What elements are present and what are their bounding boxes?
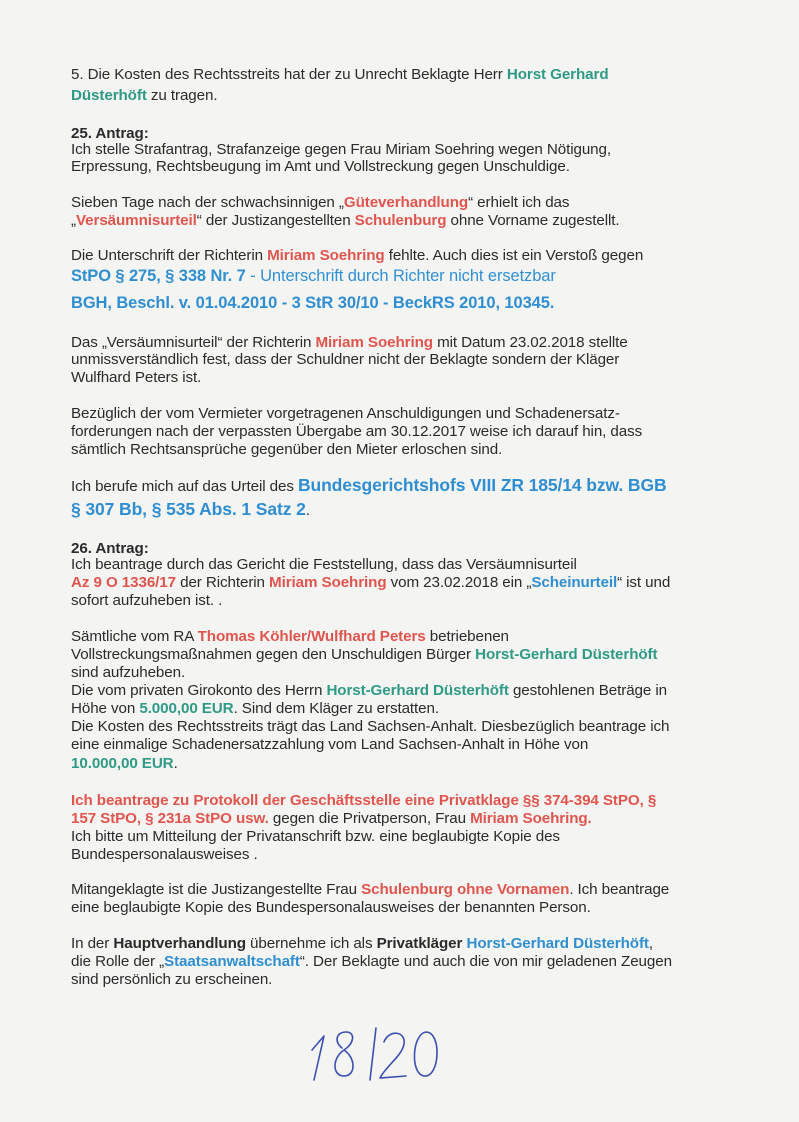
text-span: In der <box>71 935 114 952</box>
highlight-blue: Bundesgerichtshofs VIII ZR 185/14 bzw. BGB <box>297 475 667 495</box>
highlight-red: Miriam Soehring <box>267 247 385 264</box>
text-span: “ ist und <box>617 574 671 591</box>
text-line <box>71 700 439 718</box>
citation-line: BGH, Beschl. v. 01.04.2010 - 3 StR 30/10 - BeckRS 2010, 10345. <box>71 294 555 312</box>
text-span: gestohlenen Beträge in <box>508 682 667 699</box>
text-span: Mitangeklagte ist die Justizangestellte Frau <box>71 881 362 898</box>
highlight-blue: Staatsanwaltschaft <box>164 953 300 970</box>
handwritten-page-number <box>300 1018 460 1088</box>
text-span: mit Datum 23.02.2018 stellte <box>432 334 628 351</box>
text-span: Sämtliche vom RA <box>71 628 198 645</box>
text-line <box>71 194 569 212</box>
text-line: Ich beantrage durch das Gericht die Feststellung, dass das Versäumnisurteil <box>71 556 577 573</box>
text-span: Ich berufe mich auf das Urteil des <box>71 477 298 495</box>
highlight-red: Versäumnisurteil <box>75 212 197 229</box>
text-span: übernehme ich als <box>245 935 377 952</box>
text-line <box>71 646 657 664</box>
text-line <box>71 334 628 352</box>
text-line <box>71 247 643 265</box>
text-span: . Ich beantrage <box>569 881 670 898</box>
highlight-green: 5.000,00 EUR <box>139 700 234 717</box>
text-span: vom 23.02.2018 ein „ <box>386 574 532 591</box>
text-line: Ich bitte um Mitteilung der Privatanschrift bzw. eine beglaubigte Kopie des <box>71 828 560 845</box>
highlight-green: Horst-Gerhard Düsterhöft <box>475 646 658 663</box>
highlight-blue: Scheinurteil <box>531 574 618 591</box>
text-span: “ der Justizangestellten <box>196 212 355 229</box>
text-line <box>71 500 310 520</box>
text-line: sind aufzuheben. <box>71 664 186 681</box>
text-span: Die Unterschrift der Richterin <box>71 247 268 264</box>
text-span: “. Der Beklagte und auch die von mir geladenen Zeugen <box>299 953 672 970</box>
text-line: forderungen nach der verpassten Übergabe am 30.12.2017 weise ich darauf hin, dass <box>71 423 643 440</box>
highlight-blue: StPO § 275, § 338 Nr. 7 <box>71 267 246 285</box>
highlight-green: Horst-Gerhard Düsterhöft <box>326 682 509 699</box>
text-span: , <box>648 935 653 952</box>
text-span: zu tragen. <box>146 87 218 104</box>
highlight-green: 10.000,00 EUR <box>71 755 174 772</box>
text-span: der Richterin <box>175 574 270 591</box>
highlight-red: Az 9 O 1336/17 <box>71 574 176 591</box>
highlight-red: Güteverhandlung <box>343 194 469 211</box>
highlight-red: Miriam Soehring <box>315 334 433 351</box>
bold-span: Privatkläger <box>376 935 463 952</box>
text-line <box>71 682 667 700</box>
text-line <box>71 87 217 105</box>
text-span: Das „Versäumnisurteil“ der Richterin <box>71 334 316 351</box>
highlight-red: Miriam Soehring. <box>470 810 592 827</box>
text-line <box>71 267 556 285</box>
text-line <box>71 755 178 773</box>
text-line: sofort aufzuheben ist. . <box>71 592 223 609</box>
bold-span: Hauptverhandlung <box>113 935 246 952</box>
text-span: Höhe von <box>71 700 140 717</box>
text-line: Die Kosten des Rechtsstreits trägt das Land Sachsen-Anhalt. Diesbezüglich beantrage ich <box>71 718 670 735</box>
text-line <box>71 881 669 899</box>
text-line: unmissverständlich fest, dass der Schuldner nicht der Beklagte sondern der Kläger <box>71 351 620 368</box>
highlight-red: Thomas Köhler/Wulfhard Peters <box>197 628 426 645</box>
text-line <box>71 66 609 84</box>
text-span: die Rolle der „ <box>71 953 165 970</box>
text-span: . Sind dem Kläger zu erstatten. <box>233 700 439 717</box>
text-line <box>71 953 672 971</box>
text-span: Die vom privaten Girokonto des Herrn <box>71 682 327 699</box>
highlight-red: Miriam Soehring <box>269 574 387 591</box>
text-line <box>71 810 592 828</box>
highlight-red: 157 StPO, § 231a StPO usw. <box>71 810 269 827</box>
text-line-red: Ich beantrage zu Protokoll der Geschäftsstelle eine Privatklage §§ 374-394 StPO, § <box>71 792 657 809</box>
highlight-name: Düsterhöft <box>71 87 147 104</box>
text-line: eine beglaubigte Kopie des Bundespersonalausweises der benannten Person. <box>71 899 591 916</box>
text-span: „ <box>71 212 76 229</box>
text-span: 5. Die Kosten des Rechtsstreits hat der zu Unrecht Beklagte Herr <box>71 66 507 83</box>
text-span: . <box>305 502 310 519</box>
text-line: Bezüglich der vom Vermieter vorgetragenen Anschuldigungen und Schadenersatz- <box>71 405 620 422</box>
text-line: sind persönlich zu erscheinen. <box>71 971 273 988</box>
highlight-red: Schulenburg <box>354 212 447 229</box>
text-span: “ erhielt ich das <box>468 194 570 211</box>
text-line <box>71 628 509 646</box>
text-span: Vollstreckungsmaßnahmen gegen den Unschuldigen Bürger <box>71 646 476 663</box>
text-line: Bundespersonalausweises . <box>71 846 258 863</box>
text-line: Ich stelle Strafantrag, Strafanzeige gegen Frau Miriam Soehring wegen Nötigung, <box>71 141 612 158</box>
text-span: betriebenen <box>425 628 509 645</box>
highlight-name: Horst Gerhard <box>506 66 609 83</box>
highlight-blue: § 307 Bb, § 535 Abs. 1 Satz 2 <box>71 499 306 519</box>
text-line <box>71 574 670 592</box>
text-line <box>71 212 620 230</box>
section-heading: 25. Antrag: <box>71 125 149 142</box>
text-span: gegen die Privatperson, Frau <box>268 810 471 827</box>
highlight-blue: Horst-Gerhard Düsterhöft <box>466 935 649 952</box>
text-span: . <box>173 755 178 772</box>
highlight-red: Schulenburg ohne Vornamen <box>361 881 570 898</box>
text-line <box>71 935 653 953</box>
text-span: Sieben Tage nach der schwachsinnigen „ <box>71 194 344 211</box>
text-line: sämtlich Rechtsansprüche gegenüber den Mieter erloschen sind. <box>71 441 503 458</box>
text-line: eine einmalige Schadenersatzzahlung vom Land Sachsen-Anhalt in Höhe von <box>71 736 589 753</box>
text-line <box>71 476 667 496</box>
section-heading: 26. Antrag: <box>71 540 149 557</box>
text-line: Wulfhard Peters ist. <box>71 369 202 386</box>
text-span: ohne Vorname zugestellt. <box>446 212 620 229</box>
text-span: fehlte. Auch dies ist ein Verstoß gegen <box>384 247 644 264</box>
text-line: Erpressung, Rechtsbeugung im Amt und Vollstreckung gegen Unschuldige. <box>71 158 570 175</box>
highlight-blue-normal: - Unterschrift durch Richter nicht ersetzbar <box>245 267 556 285</box>
